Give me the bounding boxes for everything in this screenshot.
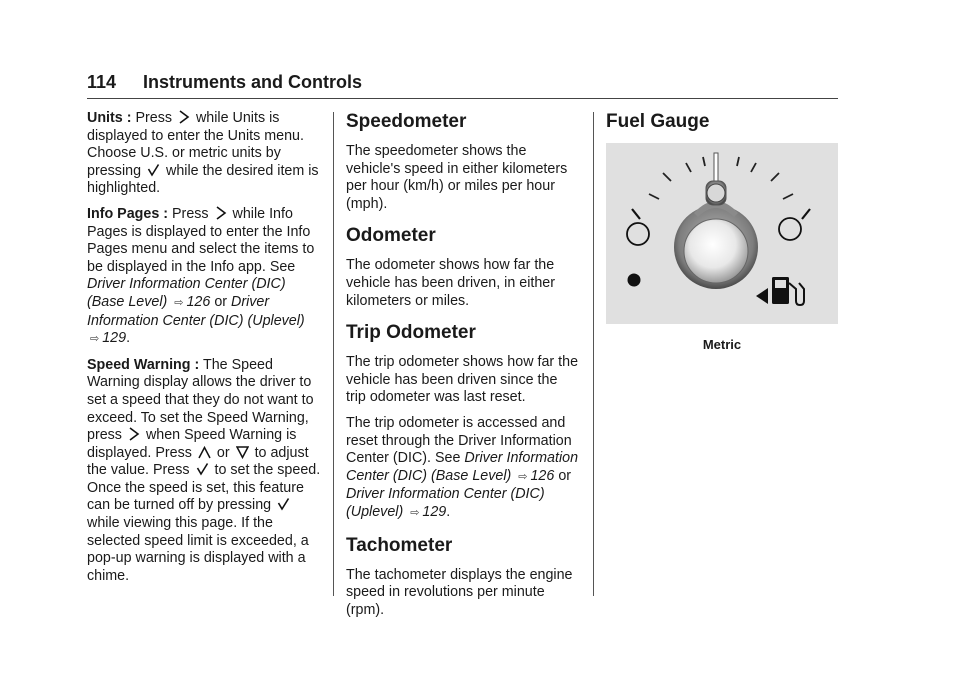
page-ref-129[interactable]: 129 [422,503,447,520]
fuel-gauge-heading: Fuel Gauge [606,111,710,132]
or-text: or [216,444,230,461]
fuel-gauge-illustration [606,143,838,324]
units-text-2: while Units is displayed to enter the Units menu. Choose U.S. or metric units by pressing [87,110,304,179]
dic-base-link[interactable]: Driver Information Center (DIC) (Base Level) [346,450,579,484]
or-text: or [214,293,228,310]
fuel-gauge-icon [606,143,838,324]
odometer-heading: Odometer [346,225,436,247]
section-title: Instruments and Controls [143,72,363,92]
up-arrow-icon [198,446,211,459]
right-arrow-icon [178,110,190,124]
info-text-1: Press [172,205,209,222]
checkmark-icon [277,497,290,511]
speed-text-1: The Speed Warning display allows the driver to set a speed that they do not want to exceed. To set the Speed Warning, press [87,356,314,444]
checkmark-icon [147,163,160,177]
column-divider [593,112,594,596]
speedometer-heading: Speedometer [346,111,467,132]
page-ref-icon: ⇨ [410,506,420,519]
units-text-3: while the desired item is highlighted. [87,162,319,197]
units-text-1: Press [135,110,173,126]
page-ref-icon: ⇨ [90,333,100,346]
right-arrow-icon [215,206,227,220]
period: . [446,503,451,520]
tachometer-heading: Tachometer [346,534,453,556]
dic-base-link[interactable]: Driver Information Center (DIC) (Base Level) [87,276,286,310]
units-label: Units : [87,110,132,126]
period: . [126,330,131,347]
column-divider [333,112,334,596]
dic-uplevel-link[interactable]: Driver Information Center (DIC) (Uplevel) [346,486,545,520]
gauge-caption: Metric [702,337,742,352]
column-middle [346,110,580,627]
dic-uplevel-link[interactable]: Driver Information Center (DIC) (Uplevel) [87,293,305,329]
page-ref-icon: ⇨ [518,470,528,483]
speed-text-4: to set the speed. Once the speed is set, this feature can be turned off by pressing [87,462,321,514]
column-right [606,110,838,354]
empty-circle [627,223,649,245]
page-number: 114 [87,72,117,92]
page-header [87,72,838,99]
trip-odometer-heading: Trip Odometer [346,322,476,344]
units-paragraph [87,110,323,198]
trip-odometer-body-2 [346,415,580,523]
page-ref-129[interactable]: 129 [102,330,127,347]
speed-warning-label: Speed Warning : [87,356,200,373]
odometer-body: The odometer shows how far the vehicle has been driven, in either kilometers or miles. [346,257,556,309]
info-pages-label: Info Pages : [87,205,169,222]
checkmark-icon [196,462,209,476]
trip-text: The trip odometer is accessed and reset through the Driver Information Center (DIC). See [346,414,572,467]
tachometer-body: The tachometer displays the engine speed in revolutions per minute (rpm). [346,566,573,618]
info-text-2: while Info Pages is displayed to enter the Info Pages menu and select the items to be displayed in the Info app. See [87,205,315,275]
speed-text-3: to adjust the value. Press [87,444,309,479]
column-left [87,110,323,593]
speedometer-body: The speedometer shows the vehicle's speed in either kilometers per hour (km/h) or miles per hour (mph). [346,143,568,212]
page-ref-126[interactable]: 126 [186,293,211,310]
speed-warning-paragraph [87,357,323,586]
or-text: or [558,467,572,484]
page-ref-icon: ⇨ [174,296,184,309]
indicator-dot [628,274,641,287]
down-arrow-icon [236,446,249,459]
page-ref-126[interactable]: 126 [530,467,555,484]
info-pages-paragraph [87,206,323,349]
fuel-pump-icon [756,277,804,305]
speed-text-5: while viewing this page. If the selected speed limit is exceeded, a pop-up warning is displayed with a chime. [87,515,309,584]
right-arrow-icon [128,427,140,441]
full-circle [779,218,801,240]
trip-odometer-body-1: The trip odometer shows how far the vehicle has been driven since the trip odometer was last reset. [346,354,579,406]
speed-text-2: when Speed Warning is displayed. Press [87,427,297,461]
